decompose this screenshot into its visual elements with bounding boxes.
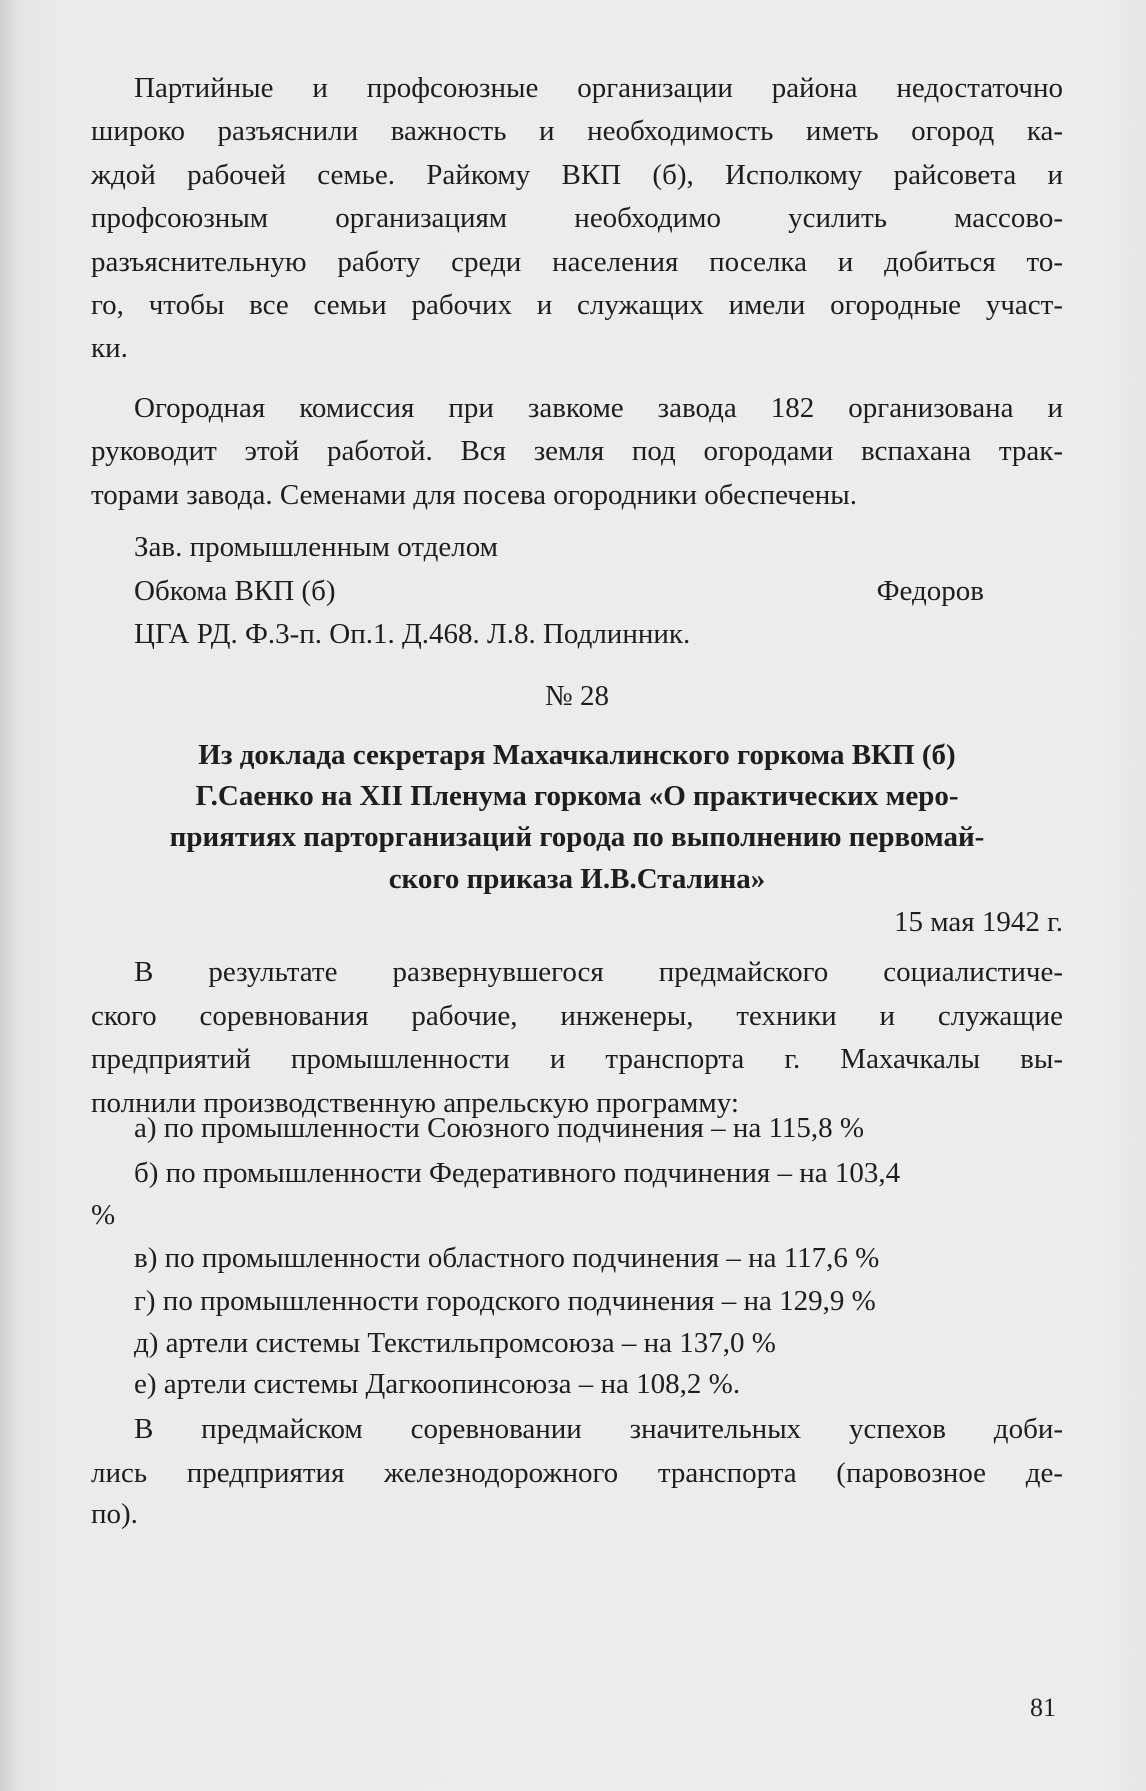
document-number: № 28 <box>545 680 609 712</box>
list-item: г) по промышленности городского подчинения – на 129,9 % <box>134 1285 876 1317</box>
text-line: разъяснительную работу среди населения поселка и добиться то- <box>91 246 1063 278</box>
list-item: в) по промышленности областного подчинения – на 117,6 % <box>134 1242 880 1274</box>
text-line: В предмайском соревновании значительных успехов доби- <box>134 1413 1063 1445</box>
page-number: 81 <box>1030 1693 1056 1722</box>
text-line: Огородная комиссия при завкоме завода 182 организована и <box>134 392 1063 424</box>
heading-line: Из доклада секретаря Махачкалинского горкома ВКП (б) <box>198 739 956 771</box>
text-line: широко разъяснили важность и необходимость иметь огород ка- <box>91 115 1063 147</box>
heading-line: ского приказа И.В.Сталина» <box>388 863 766 895</box>
heading-line: Г.Саенко на XII Пленума горкома «О практических меро- <box>195 780 959 812</box>
text-line: руководит этой работой. Вся земля под огородами вспахана трак- <box>91 435 1063 467</box>
list-item-continuation: % <box>91 1199 116 1231</box>
text-line: Партийные и профсоюзные организации района недостаточно <box>134 72 1063 104</box>
text-line: по). <box>91 1498 138 1530</box>
text-line: ского соревнования рабочие, инженеры, техники и служащие <box>91 1000 1063 1032</box>
text-line: полнили производственную апрельскую программу: <box>91 1087 739 1119</box>
signature-org-line <box>134 573 984 609</box>
list-item: д) артели системы Текстильпромсоюза – на 137,0 % <box>134 1327 776 1359</box>
text-line: го, чтобы все семьи рабочих и служащих имели огородные участ- <box>91 289 1063 321</box>
list-item: а) по промышленности Союзного подчинения – на 115,8 % <box>134 1112 865 1144</box>
text-line: ждой рабочей семье. Райкому ВКП (б), Исполкому райсовета и <box>91 159 1063 191</box>
text-line: В результате развернувшегося предмайского социалистиче- <box>134 956 1063 988</box>
signature-org: Обкома ВКП (б) <box>134 575 336 607</box>
list-item: е) артели системы Дагкоопинсоюза – на 108,2 %. <box>134 1368 741 1400</box>
text-line: предприятий промышленности и транспорта г. Махачкалы вы- <box>91 1043 1063 1075</box>
text-line: профсоюзным организациям необходимо усилить массово- <box>91 202 1063 234</box>
signature-name: Федоров <box>876 575 984 607</box>
text-line: лись предприятия железнодорожного транспорта (паровозное де- <box>91 1457 1063 1489</box>
list-item: б) по промышленности Федеративного подчинения – на 103,4 <box>134 1157 901 1189</box>
heading-line: приятиях парторганизаций города по выполнению первомай- <box>169 821 985 853</box>
text-line: торами завода. Семенами для посева огородники обеспечены. <box>91 479 857 511</box>
document-date: 15 мая 1942 г. <box>894 906 1063 938</box>
archive-source: ЦГА РД. Ф.3-п. Оп.1. Д.468. Л.8. Подлинник. <box>134 618 691 650</box>
text-line: ки. <box>91 332 128 364</box>
signature-title: Зав. промышленным отделом <box>134 531 499 563</box>
